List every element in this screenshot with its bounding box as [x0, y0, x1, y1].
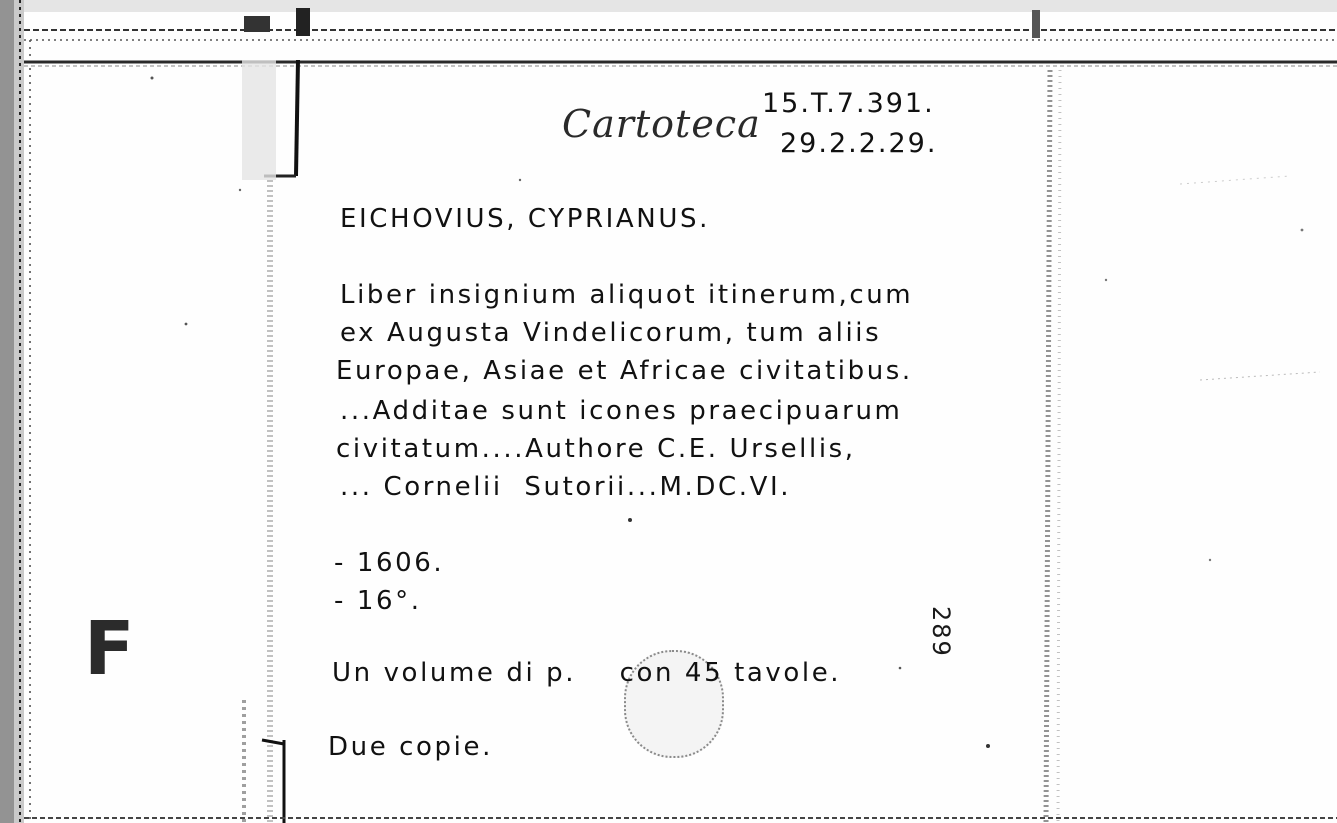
copies-note: Due copie. [328, 732, 493, 762]
shelfmark-1: 15.T.7.391. [762, 88, 935, 119]
author-heading: EICHOVIUS, CYPRIANUS. [340, 204, 710, 234]
format: - 16°. [334, 586, 422, 616]
shelfmark-2: 29.2.2.29. [780, 128, 938, 159]
title-line: civitatum....Authore C.E. Ursellis, [336, 434, 856, 464]
title-line: Europae, Asiae et Africae civitatibus. [336, 356, 913, 386]
title-line: ... Cornelii Sutorii...M.DC.VI. [340, 472, 792, 502]
title-line: ...Additae sunt icones praecipuarum [340, 396, 903, 426]
title-line: ex Augusta Vindelicorum, tum aliis [340, 318, 882, 348]
stamp-letter: F [84, 606, 135, 692]
publication-date: - 1606. [334, 548, 445, 578]
subject-heading-handwritten: Cartoteca [562, 102, 761, 146]
title-line: Liber insignium aliquot itinerum,cum [340, 280, 914, 310]
physical-extent: Un volume di p. con 45 tavole. [332, 658, 842, 688]
side-number: 289 [927, 606, 955, 658]
